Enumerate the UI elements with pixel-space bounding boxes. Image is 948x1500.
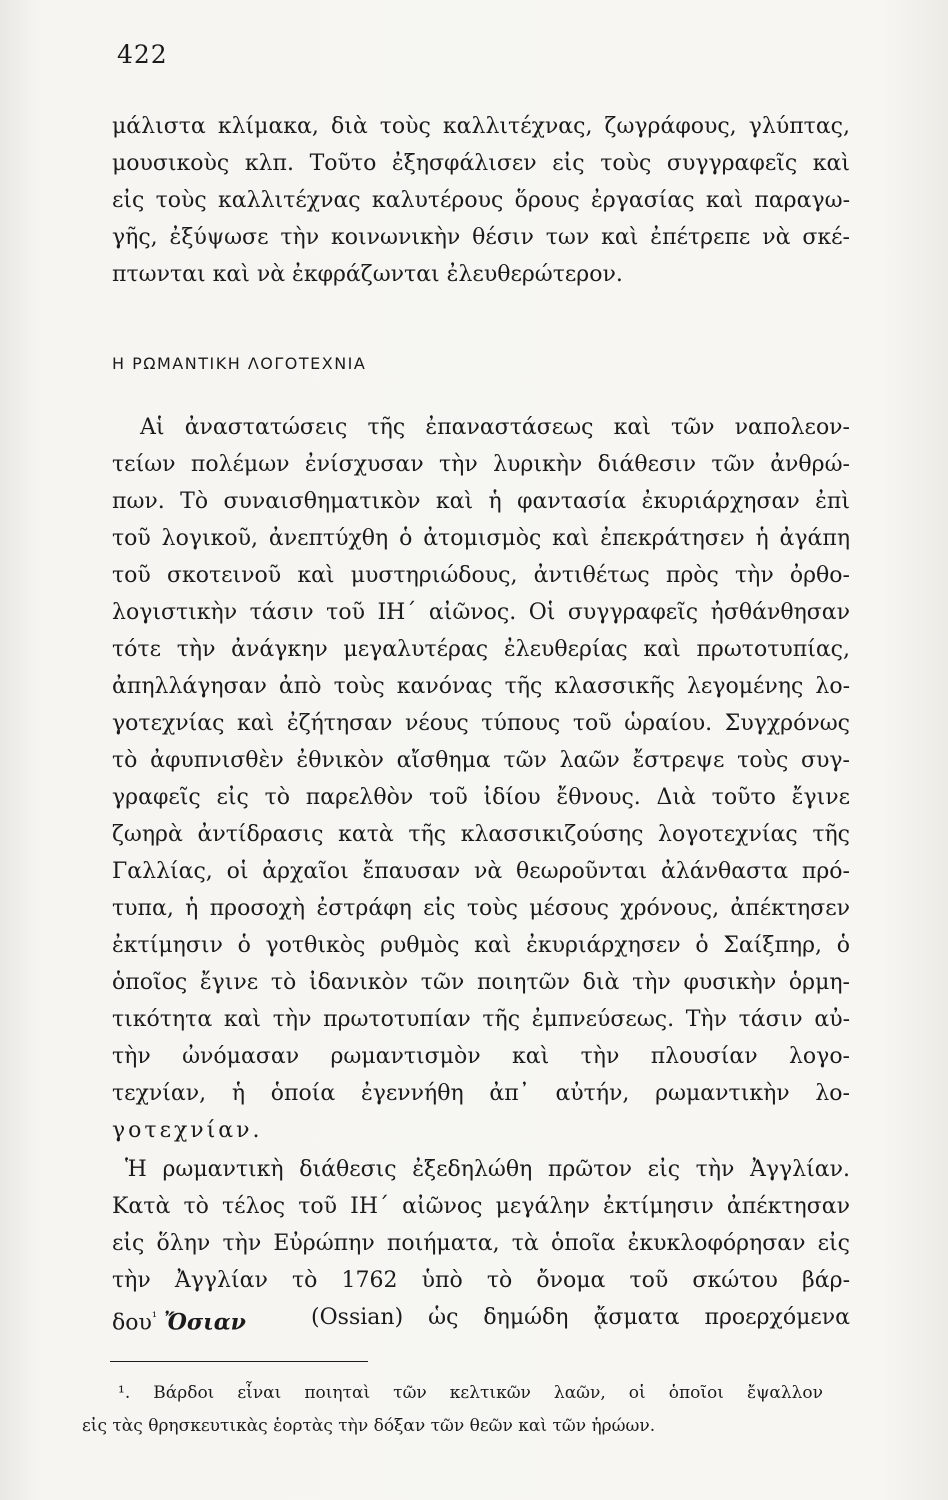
text-line: τὸ ἀφυπνισθὲν ἐθνικὸν αἴσθημα τῶν λαῶν ἔστρεψε τοὺς συγ- [112, 748, 850, 773]
text-line: εἰς τοὺς καλλιτέχνας καλυτέρους ὅρους ἐργασίας καὶ παραγω- [112, 188, 850, 213]
footnote-line: εἰς τὰς θρησκευτικὰς ἑορτὰς τὴν δόξαν τῶν θεῶν καὶ τῶν ἡρώων. [82, 1416, 656, 1436]
text-line: Ἡ ρωμαντικὴ διάθεσις ἐξεδηλώθη πρῶτον εἰς τὴν Ἀγγλίαν. [125, 1157, 850, 1182]
ossian-line-start [112, 1303, 246, 1338]
footnote-line: ¹. Βάρδοι εἶναι ποιηταὶ τῶν κελτικῶν λαῶν, οἱ ὁποῖοι ἔψαλλον [118, 1383, 823, 1403]
text-line-ossian [112, 1303, 850, 1338]
footnote-mark: ¹ [151, 1310, 158, 1325]
text-line: τείων πολέμων ἐνίσχυσαν τὴν λυρικὴν διάθεσιν τῶν ἀνθρώ- [112, 452, 850, 477]
text-line: τοῦ λογικοῦ, ἀνεπτύχθη ὁ ἀτομισμὸς καὶ ἐπεκράτησεν ἡ ἀγάπη [112, 526, 850, 551]
ossian-line-end: (Ossian) ὡς δημώδη ᾄσματα προερχόμενα [311, 1305, 850, 1330]
section-heading: Η ΡΩΜΑΝΤΙΚΗ ΛΟΓΟΤΕΧΝΙΑ [112, 354, 367, 373]
text-line: γραφεῖς εἰς τὸ παρελθὸν τοῦ ἰδίου ἔθνους. Διὰ τοῦτο ἔγινε [112, 785, 850, 810]
text-line: Γαλλίας, οἱ ἀρχαῖοι ἔπαυσαν νὰ θεωροῦνται ἀλάνθαστα πρό- [112, 859, 850, 884]
text-line: ζωηρὰ ἀντίδρασις κατὰ τῆς κλασσικιζούσης λογοτεχνίας τῆς [112, 822, 850, 847]
text-line: μάλιστα κλίμακα, διὰ τοὺς καλλιτέχνας, ζωγράφους, γλύπτας, [112, 114, 850, 139]
footnote-rule [110, 1361, 368, 1362]
text-line: τὴν Ἀγγλίαν τὸ 1762 ὑπὸ τὸ ὄνομα τοῦ σκώτου βάρ- [112, 1268, 850, 1293]
text-line: τὴν ὠνόμασαν ρωμαντισμὸν καὶ τὴν πλουσίαν λογο- [112, 1044, 850, 1069]
text-line: γοτεχνίας καὶ ἐζήτησαν νέους τύπους τοῦ ὡραίου. Συγχρόνως [112, 711, 850, 736]
text-line: τυπα, ἡ προσοχὴ ἐστράφη εἰς τοὺς μέσους χρόνους, ἀπέκτησεν [112, 896, 850, 921]
text-line: ἀπηλλάγησαν ἀπὸ τοὺς κανόνας τῆς κλασσικῆς λεγομένης λο- [112, 674, 850, 699]
text-line: ἐκτίμησιν ὁ γοτθικὸς ρυθμὸς καὶ ἐκυριάρχησεν ὁ Σαίξπηρ, ὁ [112, 933, 850, 958]
text-line: ὁποῖος ἔγινε τὸ ἰδανικὸν τῶν ποιητῶν διὰ τὴν φυσικὴν ὁρμη- [112, 970, 850, 995]
text-line: γοτεχνίαν. [112, 1118, 263, 1143]
text-line: Αἱ ἀναστατώσεις τῆς ἐπαναστάσεως καὶ τῶν ναπολεον- [140, 415, 850, 440]
ossian-line-word: δου [112, 1310, 152, 1336]
text-line: μουσικοὺς κλπ. Τοῦτο ἐξησφάλισεν εἰς τοὺς συγγραφεῖς καὶ [112, 151, 850, 176]
text-line: εἰς ὅλην τὴν Εὐρώπην ποιήματα, τὰ ὁποῖα ἐκυκλοφόρησαν εἰς [112, 1231, 850, 1256]
text-line: λογιστικὴν τάσιν τοῦ ΙΗ΄ αἰῶνος. Οἱ συγγραφεῖς ἠσθάνθησαν [112, 600, 850, 625]
page-number: 422 [117, 40, 168, 69]
text-line: τεχνίαν, ἡ ὁποία ἐγεννήθη ἀπ᾽ αὐτήν, ρωμαντικὴν λο- [112, 1081, 850, 1106]
text-line: πων. Τὸ συναισθηματικὸν καὶ ἡ φαντασία ἐκυριάρχησαν ἐπὶ [112, 489, 850, 514]
text-line: γῆς, ἐξύψωσε τὴν κοινωνικὴν θέσιν των καὶ ἐπέτρεπε νὰ σκέ- [112, 225, 850, 250]
text-line: τικότητα καὶ τὴν πρωτοτυπίαν τῆς ἐμπνεύσεως. Τὴν τάσιν αὐ- [112, 1007, 850, 1032]
text-line: τότε τὴν ἀνάγκην μεγαλυτέρας ἐλευθερίας καὶ πρωτοτυπίας, [112, 637, 850, 662]
text-line: Κατὰ τὸ τέλος τοῦ ΙΗ΄ αἰῶνος μεγάλην ἐκτίμησιν ἀπέκτησαν [112, 1194, 850, 1219]
text-line: τοῦ σκοτεινοῦ καὶ μυστηριώδους, ἀντιθέτως πρὸς τὴν ὀρθο- [112, 563, 850, 588]
ossian-name: Ὄσιαν [164, 1309, 246, 1336]
text-line: πτωνται καὶ νὰ ἐκφράζωνται ἐλευθερώτερον. [112, 262, 623, 287]
